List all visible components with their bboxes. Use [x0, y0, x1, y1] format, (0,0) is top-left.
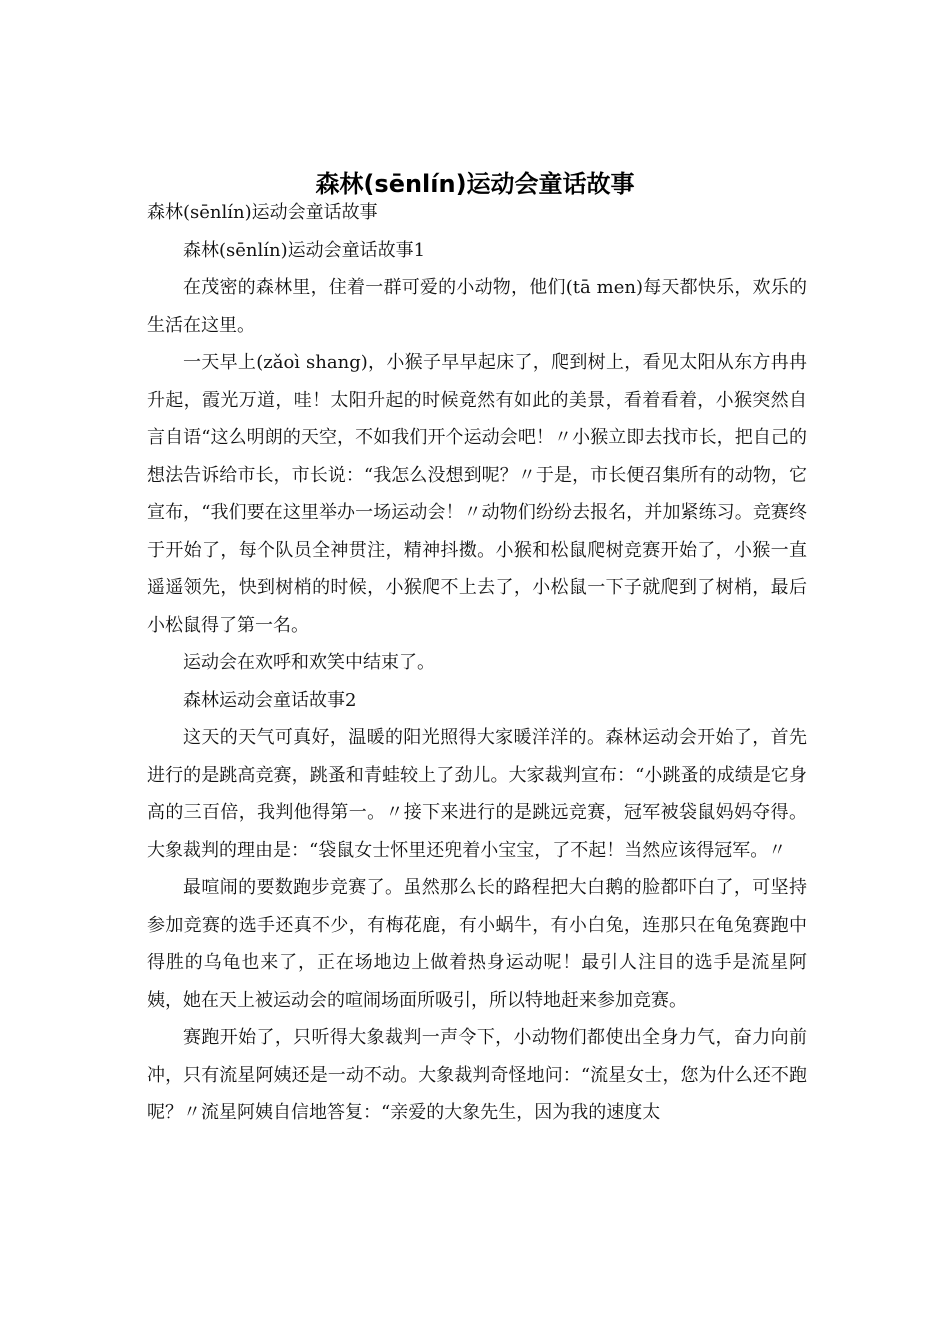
paragraph: 赛跑开始了，只听得大象裁判一声令下，小动物们都使出全身力气，奋力向前冲，只有流星阿姨还是一动不动。大象裁判奇怪地问：“流星女士，您为什么还不跑呢？〃流星阿姨自信地答复：“亲爱的大象先生，因为我的速度太	[147, 1027, 807, 1123]
paragraph: 最喧闹的要数跑步竞赛了。虽然那么长的路程把大白鹅的脸都吓白了，可坚持参加竞赛的选手还真不少，有梅花鹿，有小蜗牛，有小白兔，连那只在龟兔赛跑中得胜的乌龟也来了，正在场地边上做着热身运动呢！最引人注目的选手是流星阿姨，她在天上被运动会的喧闹场面所吸引，所以特地赶来参加竞赛。	[147, 877, 807, 1011]
paragraph-story1-heading: 森林(sēnlín)运动会童话故事1	[183, 239, 426, 261]
paragraph: 在茂密的森林里，住着一群可爱的小动物，他们(tā men)每天都快乐，欢乐的生活在这里。	[147, 277, 807, 336]
paragraph-story2-heading: 森林运动会童话故事2	[183, 689, 357, 711]
paragraph: 运动会在欢呼和欢笑中结束了。	[183, 652, 435, 673]
document-body	[147, 194, 807, 1132]
paragraph-subtitle: 森林(sēnlín)运动会童话故事	[147, 202, 378, 223]
paragraph: 这天的天气可真好，温暖的阳光照得大家暖洋洋的。森林运动会开始了，首先进行的是跳高竞赛，跳蚤和青蛙较上了劲儿。大家裁判宣布：“小跳蚤的成绩是它身高的三百倍，我判他得第一。〃接下来进行的是跳远竞赛，冠军被袋鼠妈妈夺得。大象裁判的理由是：“袋鼠女士怀里还兜着小宝宝，了不起！当然应该得冠军。〃	[147, 727, 807, 861]
page-title: 森林(sēnlín)运动会童话故事	[315, 170, 635, 199]
paragraph: 一天早上(zǎoì shang)，小猴子早早起床了，爬到树上，看见太阳从东方冉冉升起，霞光万道，哇！太阳升起的时候竟然有如此的美景，看着看着，小猴突然自言自语“这么明朗的天空，不如我们开个运动会吧！〃小猴立即去找市长，把自己的想法告诉给市长，市长说：“我怎么没想到呢？〃于是，市长便召集所有的动物，它宣布，“我们要在这里举办一场运动会！〃动物们纷纷去报名，并加紧练习。竞赛终于开始了，每个队员全神贯注，精神抖擞。小猴和松鼠爬树竞赛开始了，小猴一直遥遥领先，快到树梢的时候，小猴爬不上去了，小松鼠一下子就爬到了树梢，最后小松鼠得了第一名。	[147, 352, 807, 636]
